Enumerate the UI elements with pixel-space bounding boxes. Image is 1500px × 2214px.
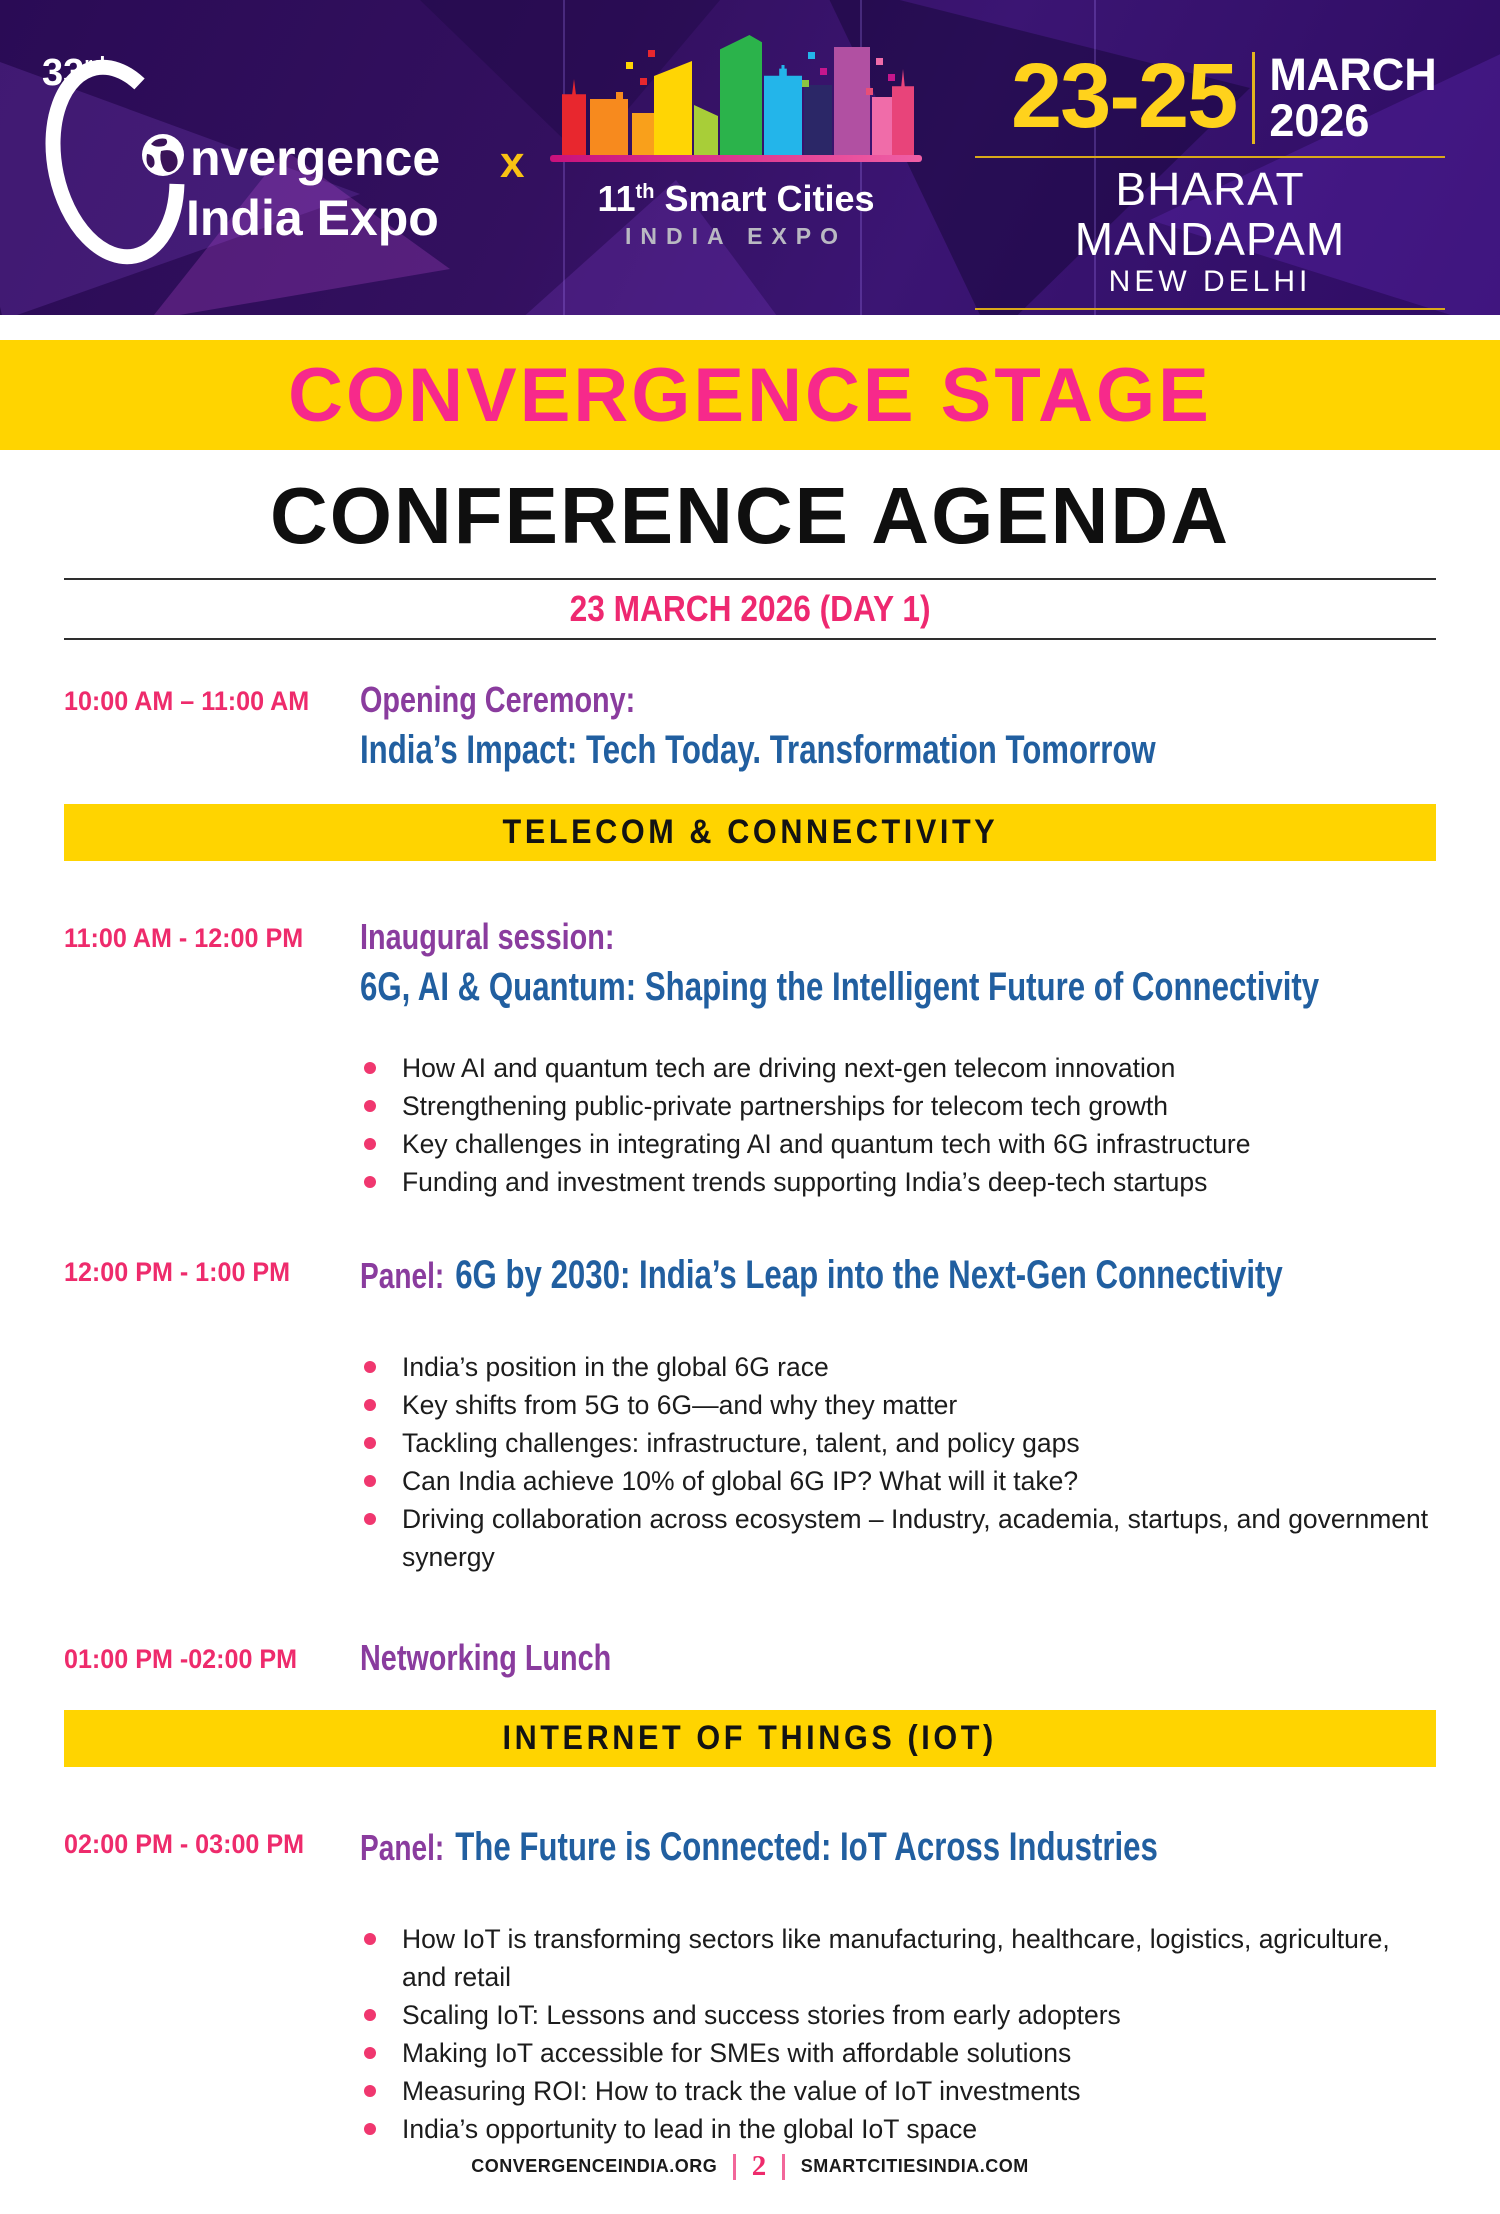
bullet-item: Driving collaboration across ecosystem – Industry, academia, startups, and government synergy <box>360 1500 1436 1576</box>
agenda-content <box>0 578 1500 2148</box>
session-body <box>360 1823 1436 2148</box>
session-label: Networking Lunch <box>360 1637 612 1678</box>
day-header: 23 MARCH 2026 (DAY 1) <box>569 588 931 629</box>
event-year: 2026 <box>1269 95 1370 146</box>
bullet-item: Strengthening public-private partnerships for telecom tech growth <box>360 1087 1436 1125</box>
event-date-venue <box>975 45 1445 310</box>
session-body <box>360 917 1436 1201</box>
session-time: 12:00 PM - 1:00 PM <box>64 1257 291 1287</box>
session-title: India’s Impact: Tech Today. Transformation Tomorrow <box>360 728 1156 772</box>
stage-banner <box>0 340 1500 450</box>
bullet-item: How IoT is transforming sectors like manufacturing, healthcare, logistics, agriculture, and retail <box>360 1920 1436 1996</box>
session-title: 6G, AI & Quantum: Shaping the Intelligent Future of Connectivity <box>360 965 1320 1009</box>
logo-text-line1: nvergence <box>190 130 441 186</box>
smart-cities-expo-logo <box>552 34 920 299</box>
bullet-item: Tackling challenges: infrastructure, talent, and policy gaps <box>360 1424 1436 1462</box>
session-title: 6G by 2030: India’s Leap into the Next-Gen Connectivity <box>455 1253 1283 1297</box>
section-banner <box>64 804 1436 861</box>
session-row <box>64 1823 1436 2148</box>
section-banner <box>64 1710 1436 1767</box>
session-headline <box>360 1823 1199 1880</box>
session-time: 11:00 AM - 12:00 PM <box>64 923 304 953</box>
date-range: 23-25 <box>1011 45 1237 147</box>
bullet-item: Key challenges in integrating AI and quantum tech with 6G infrastructure <box>360 1125 1436 1163</box>
logo-text-line2: India Expo <box>186 190 439 246</box>
date-divider <box>1252 52 1255 144</box>
agenda-body <box>64 680 1436 2148</box>
venue-city: NEW DELHI <box>1108 265 1312 298</box>
session-label: Inaugural session: <box>360 916 615 957</box>
venue-divider-top <box>975 156 1445 158</box>
session-body <box>360 1251 1436 1576</box>
footer-separator <box>782 2154 785 2180</box>
bullet-item: Can India achieve 10% of global 6G IP? What will it take? <box>360 1462 1436 1500</box>
footer-separator <box>733 2154 736 2180</box>
skyline-base <box>550 155 922 162</box>
session-title: The Future is Connected: IoT Across Industries <box>455 1825 1158 1869</box>
smart-cities-title: 11th Smart Cities <box>597 178 875 219</box>
event-month: MARCH <box>1269 49 1437 100</box>
session-bullets <box>360 1348 1436 1576</box>
stage-banner-title: CONVERGENCE STAGE <box>288 352 1212 438</box>
session-bullets <box>360 1920 1436 2148</box>
session-body <box>360 1638 1436 1678</box>
bullet-item: Funding and investment trends supporting India’s deep-tech startups <box>360 1163 1436 1201</box>
venue-divider-bottom <box>975 308 1445 310</box>
session-row <box>64 1251 1436 1576</box>
session-label: Panel: <box>360 1827 445 1868</box>
globe-icon <box>140 132 186 178</box>
convergence-india-expo-logo <box>40 30 510 295</box>
bullet-item: Measuring ROI: How to track the value of IoT investments <box>360 2072 1436 2110</box>
footer-left-url: CONVERGENCEINDIA.ORG <box>471 2156 718 2176</box>
bullet-item: Scaling IoT: Lessons and success stories from early adopters <box>360 1996 1436 2034</box>
city-skyline-icon <box>556 34 916 162</box>
session-time: 10:00 AM – 11:00 AM <box>64 686 310 716</box>
session-time: 01:00 PM -02:00 PM <box>64 1644 298 1674</box>
day-header-block <box>64 578 1436 640</box>
session-body <box>360 680 1436 772</box>
event-header <box>0 0 1500 315</box>
session-time: 02:00 PM - 03:00 PM <box>64 1829 305 1859</box>
session-headline <box>360 1251 1283 1308</box>
session-row <box>64 1638 1436 1678</box>
session-row <box>64 680 1436 772</box>
day-divider-bottom <box>64 638 1436 640</box>
bullet-item: How AI and quantum tech are driving next-gen telecom innovation <box>360 1049 1436 1087</box>
bullet-item: Making IoT accessible for SMEs with affordable solutions <box>360 2034 1436 2072</box>
edition-number: 33rd <box>42 52 106 94</box>
page-number: 2 <box>751 2150 767 2182</box>
cross-icon: x <box>500 138 525 187</box>
footer-right-url: SMARTCITIESINDIA.COM <box>800 2156 1029 2176</box>
session-label: Panel: <box>360 1255 445 1296</box>
bullet-item: India’s opportunity to lead in the global IoT space <box>360 2110 1436 2148</box>
smart-cities-subtitle: INDIA EXPO <box>624 223 848 249</box>
session-row <box>64 917 1436 1201</box>
page-title: CONFERENCE AGENDA <box>270 471 1230 560</box>
page-footer <box>0 2150 1500 2183</box>
section-banner-label: INTERNET OF THINGS (IOT) <box>502 1719 998 1757</box>
venue-name: BHARAT MANDAPAM <box>1074 163 1346 265</box>
bullet-item: Key shifts from 5G to 6G—and why they matter <box>360 1386 1436 1424</box>
bullet-item: India’s position in the global 6G race <box>360 1348 1436 1386</box>
session-bullets <box>360 1049 1436 1201</box>
section-banner-label: TELECOM & CONNECTIVITY <box>502 813 998 851</box>
session-label: Opening Ceremony: <box>360 679 636 720</box>
